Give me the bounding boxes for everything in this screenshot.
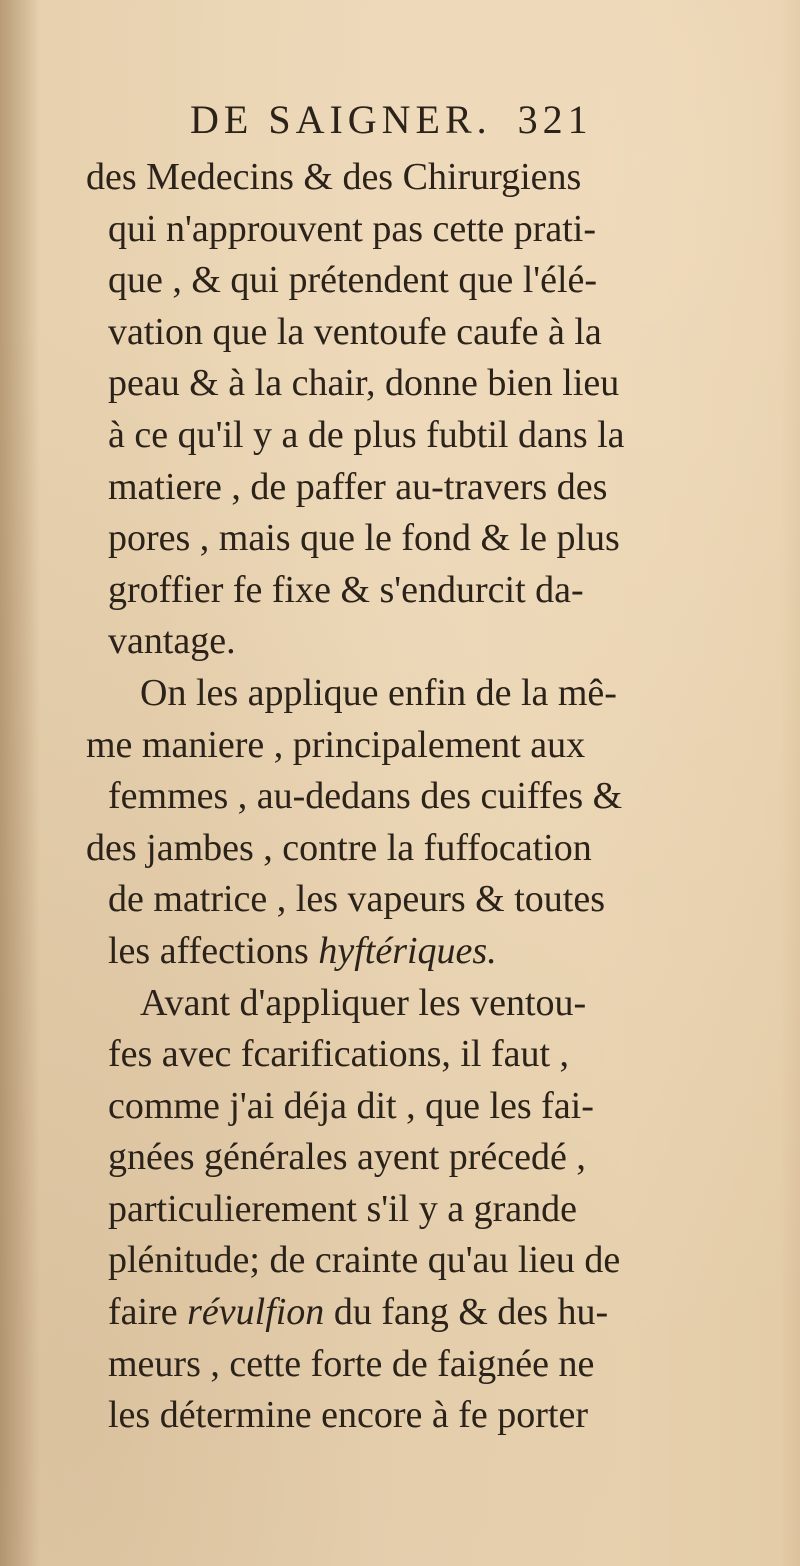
text-segment: du fang & des hu- bbox=[333, 1291, 609, 1334]
text-segment: les affections bbox=[108, 929, 309, 972]
text-line: matiere , de paffer au-travers des bbox=[108, 465, 608, 508]
body-text bbox=[86, 152, 718, 1442]
text-line: peau & à la chair, donne bien lieu bbox=[108, 362, 620, 405]
text-line: vantage. bbox=[108, 620, 236, 663]
text-line: que , & qui prétendent que l'élé- bbox=[108, 259, 598, 302]
paragraph-start-line: Avant d'appliquer les ventou- bbox=[140, 981, 587, 1024]
running-title: DE SAIGNER. bbox=[190, 97, 492, 142]
text-line: vation que la ventoufe caufe à la bbox=[108, 310, 602, 353]
text-line: particulierement s'il y a grande bbox=[108, 1187, 577, 1230]
paragraph-start-line: On les applique enfin de la mê- bbox=[140, 671, 617, 714]
text-line: pores , mais que le fond & le plus bbox=[108, 517, 620, 560]
text-line: qui n'approuvent pas cette prati- bbox=[108, 207, 597, 250]
text-line: des jambes , contre la fuffocation bbox=[86, 826, 592, 869]
text-line: de matrice , les vapeurs & toutes bbox=[108, 878, 606, 921]
text-line: plénitude; de crainte qu'au lieu de bbox=[108, 1239, 621, 1282]
running-header bbox=[190, 96, 690, 156]
italic-term: hyftériques. bbox=[318, 929, 497, 972]
text-line: les détermine encore à fe porter bbox=[108, 1394, 589, 1437]
text-segment: faire bbox=[108, 1291, 178, 1334]
text-line: à ce qu'il y a de plus fubtil dans la bbox=[108, 413, 625, 456]
italic-term: révulfion bbox=[187, 1291, 325, 1334]
text-line bbox=[108, 1287, 718, 1339]
text-line: meurs , cette forte de faignée ne bbox=[108, 1342, 595, 1385]
page-edge-shadow bbox=[0, 0, 40, 1566]
text-line bbox=[108, 926, 718, 978]
text-line: comme j'ai déja dit , que les fai- bbox=[108, 1084, 594, 1127]
text-line: groffier fe fixe & s'endurcit da- bbox=[108, 568, 584, 611]
text-line: me maniere , principalement aux bbox=[86, 723, 586, 766]
text-line: femmes , au-dedans des cuiffes & bbox=[108, 775, 623, 818]
text-line: des Medecins & des Chirurgiens bbox=[86, 156, 582, 198]
text-line: gnées générales ayent précedé , bbox=[108, 1136, 586, 1179]
page-number: 321 bbox=[517, 97, 593, 142]
text-line: fes avec fcarifications, il faut , bbox=[108, 1033, 570, 1076]
